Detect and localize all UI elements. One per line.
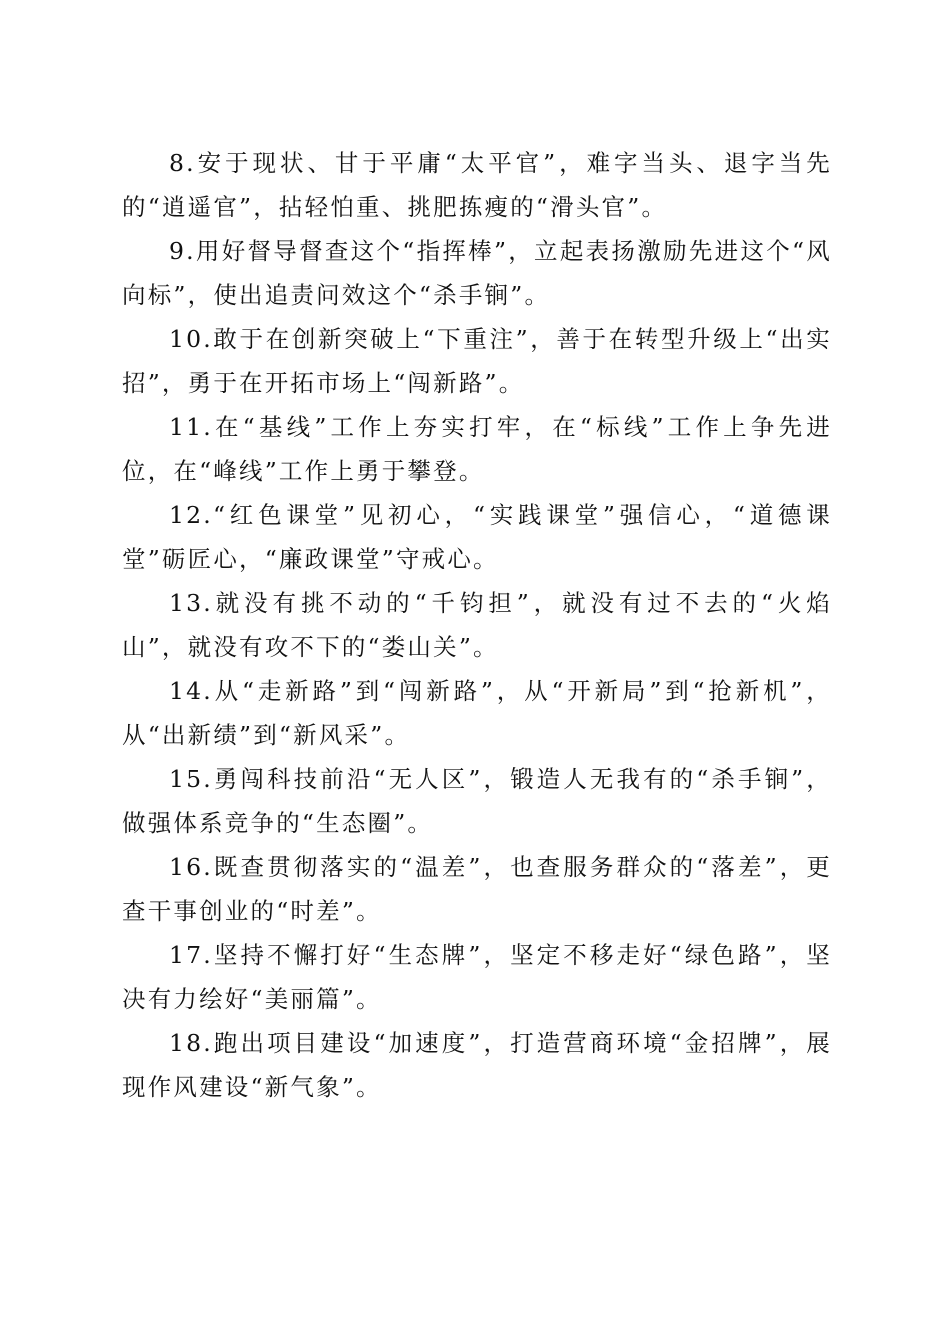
paragraph-12: 12.“红色课堂”见初心，“实践课堂”强信心，“道德课堂”砺匠心，“廉政课堂”守戒心。 xyxy=(122,501,832,573)
paragraph-11: 11.在“基线”工作上夯实打牢，在“标线”工作上争先进位，在“峰线”工作上勇于攀登。 xyxy=(122,413,832,485)
paragraph-17: 17.坚持不懈打好“生态牌”，坚定不移走好“绿色路”，坚决有力绘好“美丽篇”。 xyxy=(122,941,832,1013)
paragraph-13: 13.就没有挑不动的“千钧担”，就没有过不去的“火焰山”，就没有攻不下的“娄山关”。 xyxy=(122,589,832,661)
paragraph-14: 14.从“走新路”到“闯新路”，从“开新局”到“抢新机”，从“出新绩”到“新风采”。 xyxy=(122,677,832,749)
document-body xyxy=(122,141,832,1109)
paragraph-16: 16.既查贯彻落实的“温差”，也查服务群众的“落差”，更查干事创业的“时差”。 xyxy=(122,853,832,925)
paragraph-15: 15.勇闯科技前沿“无人区”，锻造人无我有的“杀手锏”，做强体系竞争的“生态圈”。 xyxy=(122,765,832,837)
paragraph-18: 18.跑出项目建设“加速度”，打造营商环境“金招牌”，展现作风建设“新气象”。 xyxy=(122,1029,832,1101)
paragraph-9: 9.用好督导督查这个“指挥棒”，立起表扬激励先进这个“风向标”，使出追责问效这个“杀手锏”。 xyxy=(122,237,832,309)
paragraph-10: 10.敢于在创新突破上“下重注”，善于在转型升级上“出实招”，勇于在开拓市场上“闯新路”。 xyxy=(122,325,832,397)
paragraph-8: 8.安于现状、甘于平庸“太平官”，难字当头、退字当先的“逍遥官”，拈轻怕重、挑肥拣瘦的“滑头官”。 xyxy=(122,149,832,221)
